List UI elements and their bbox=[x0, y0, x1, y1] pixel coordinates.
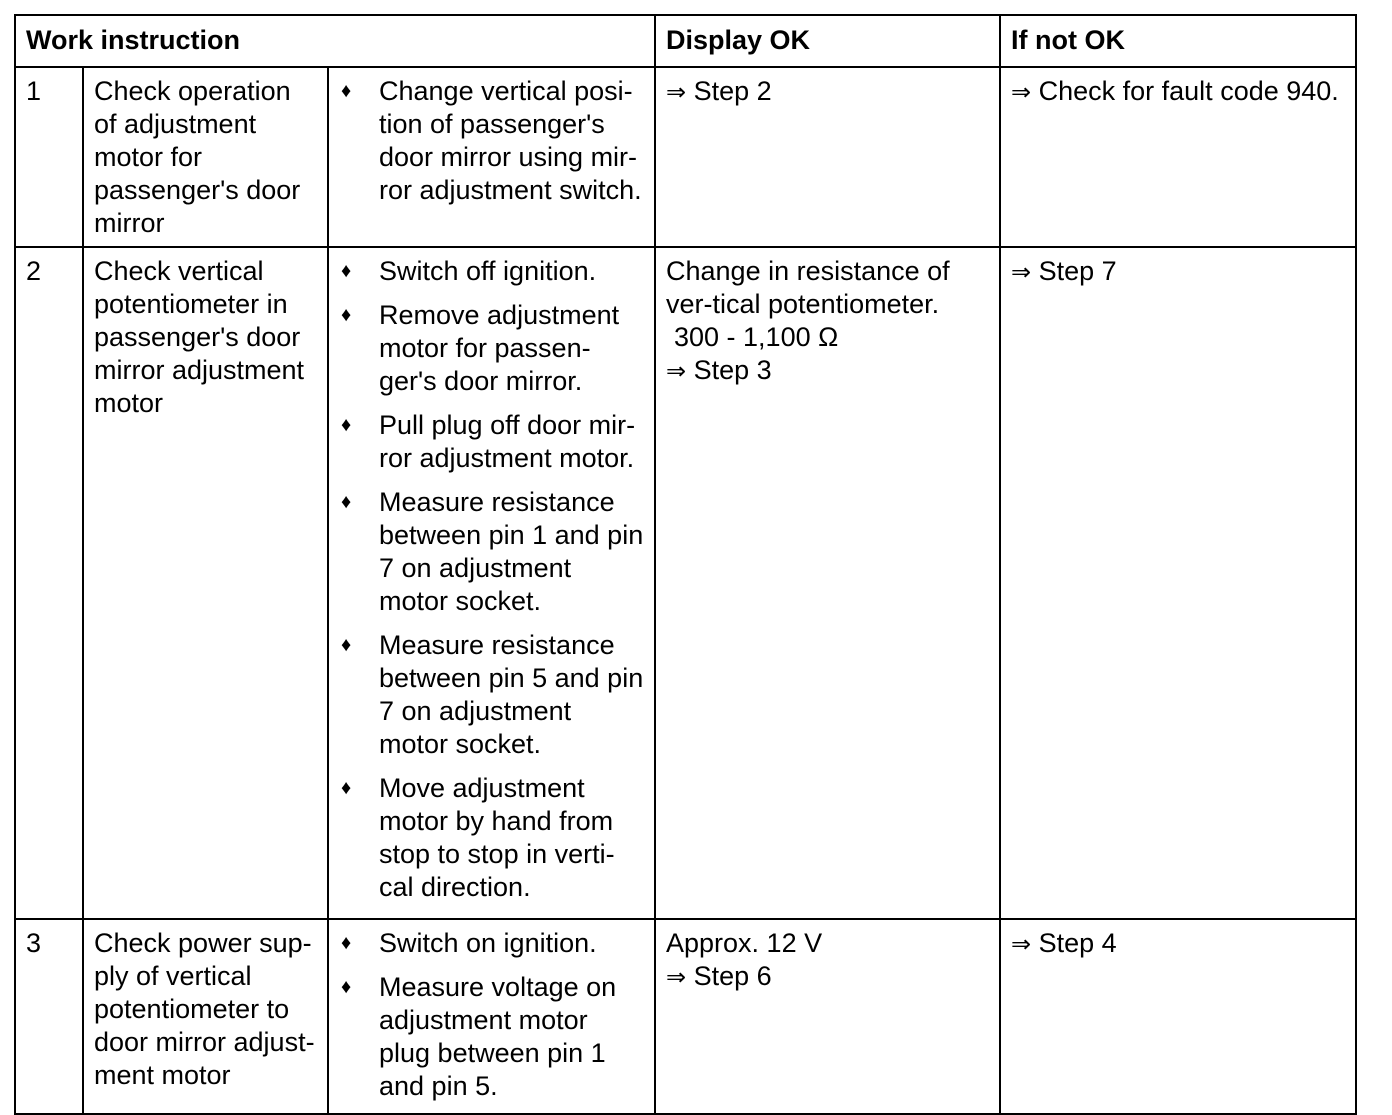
display-ok-cell bbox=[655, 247, 1000, 919]
header-row bbox=[15, 15, 1356, 67]
list-item bbox=[339, 255, 644, 288]
step-title: Check operation of adjustment motor for passenger's door mirror bbox=[83, 67, 328, 247]
arrow-right-icon: ⇒ bbox=[666, 357, 687, 385]
arrow-right-icon: ⇒ bbox=[1011, 930, 1032, 958]
table-row bbox=[15, 67, 1356, 247]
action-text: Switch off ignition. bbox=[379, 256, 597, 286]
step-title: Check power sup-ply of vertical potentiometer to door mirror adjust-ment motor bbox=[83, 919, 328, 1114]
if-not-ok-text: Step 7 bbox=[1031, 256, 1117, 286]
action-text: Switch on ignition. bbox=[379, 928, 597, 958]
action-text: Change vertical posi-tion of passenger's door mirror using mir-ror adjustment switch. bbox=[379, 76, 642, 205]
list-item bbox=[339, 629, 644, 761]
if-not-ok-cell bbox=[1000, 67, 1356, 247]
list-item bbox=[339, 486, 644, 618]
header-if-not-ok: If not OK bbox=[1000, 15, 1356, 67]
if-not-ok-text: Step 4 bbox=[1031, 928, 1117, 958]
action-text: Measure resistance between pin 5 and pin 7 on adjustment motor socket. bbox=[379, 630, 644, 759]
display-ok-text: Change in resistance of ver-tical potentiometer. bbox=[666, 256, 950, 319]
step-actions bbox=[328, 919, 655, 1114]
step-number: 2 bbox=[15, 247, 83, 919]
table-row bbox=[15, 919, 1356, 1114]
if-not-ok-cell bbox=[1000, 919, 1356, 1114]
step-actions bbox=[328, 247, 655, 919]
action-text: Move adjustment motor by hand from stop to stop in verti-cal direction. bbox=[379, 773, 615, 902]
header-display-ok: Display OK bbox=[655, 15, 1000, 67]
step-number: 3 bbox=[15, 919, 83, 1114]
action-text: Remove adjustment motor for passen-ger's door mirror. bbox=[379, 300, 620, 396]
action-text: Measure voltage on adjustment motor plug between pin 1 and pin 5. bbox=[379, 972, 617, 1101]
display-ok-cell bbox=[655, 67, 1000, 247]
if-not-ok-text: Check for fault code 940. bbox=[1031, 76, 1339, 106]
work-instruction-table bbox=[14, 14, 1357, 1115]
action-text: Pull plug off door mir-ror adjustment motor. bbox=[379, 410, 636, 473]
resistance-value: 300 - 1,100 Ω bbox=[674, 322, 839, 352]
list-item bbox=[339, 409, 644, 475]
diamond-bullet-icon: ♦ bbox=[341, 634, 352, 656]
if-not-ok-cell bbox=[1000, 247, 1356, 919]
display-ok-text: Approx. 12 V bbox=[666, 928, 823, 958]
diamond-bullet-icon: ♦ bbox=[341, 976, 352, 998]
display-ok-next: Step 3 bbox=[686, 355, 772, 385]
step-actions bbox=[328, 67, 655, 247]
arrow-right-icon: ⇒ bbox=[1011, 78, 1032, 106]
display-ok-cell bbox=[655, 919, 1000, 1114]
diamond-bullet-icon: ♦ bbox=[341, 260, 352, 282]
action-text: Measure resistance between pin 1 and pin 7 on adjustment motor socket. bbox=[379, 487, 644, 616]
arrow-right-icon: ⇒ bbox=[1011, 258, 1032, 286]
display-ok-next: Step 6 bbox=[686, 961, 772, 991]
step-number: 1 bbox=[15, 67, 83, 247]
arrow-right-icon: ⇒ bbox=[666, 78, 687, 106]
list-item bbox=[339, 75, 644, 207]
diamond-bullet-icon: ♦ bbox=[341, 932, 352, 954]
diamond-bullet-icon: ♦ bbox=[341, 777, 352, 799]
list-item bbox=[339, 772, 644, 904]
list-item bbox=[339, 971, 644, 1103]
list-item bbox=[339, 299, 644, 398]
diamond-bullet-icon: ♦ bbox=[341, 414, 352, 436]
header-work-instruction: Work instruction bbox=[15, 15, 655, 67]
list-item bbox=[339, 927, 644, 960]
diamond-bullet-icon: ♦ bbox=[341, 304, 352, 326]
display-ok-next: Step 2 bbox=[686, 76, 772, 106]
step-title: Check vertical potentiometer in passenger's door mirror adjustment motor bbox=[83, 247, 328, 919]
table-row bbox=[15, 247, 1356, 919]
diamond-bullet-icon: ♦ bbox=[341, 80, 352, 102]
diamond-bullet-icon: ♦ bbox=[341, 491, 352, 513]
arrow-right-icon: ⇒ bbox=[666, 963, 687, 991]
